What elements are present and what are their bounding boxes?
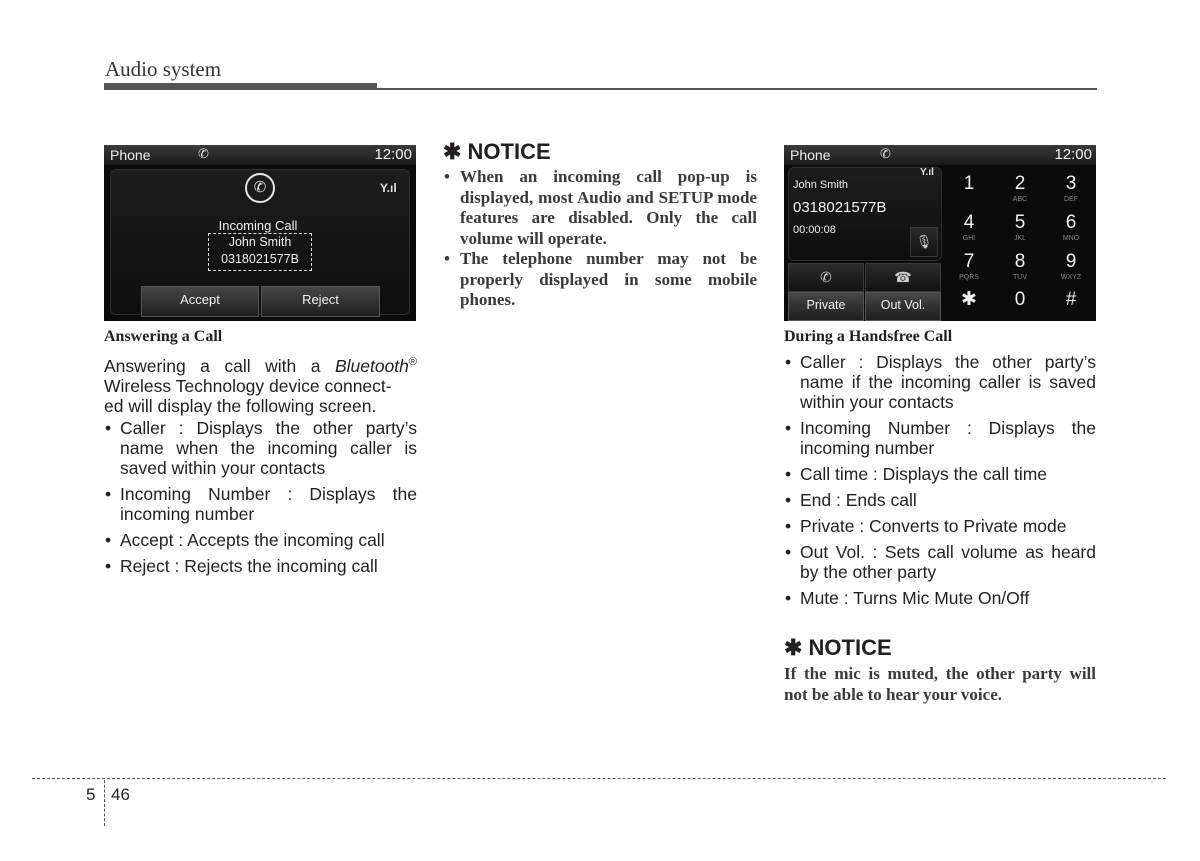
list-item: • Out Vol. : Sets call volume as heard by the other party	[784, 542, 1096, 582]
caption-handsfree: During a Handsfree Call	[784, 328, 953, 345]
footer-vertical-divider	[104, 780, 105, 826]
notice-title: ✱ NOTICE	[784, 635, 892, 660]
handsfree-bullets	[784, 352, 1096, 614]
incoming-call-screen	[104, 145, 416, 321]
list-item: • End : Ends call	[784, 490, 1096, 510]
list-item: • Mute : Turns Mic Mute On/Off	[784, 588, 1096, 608]
key-0[interactable]: 0	[1014, 289, 1026, 310]
caller-number: 0318021577B	[221, 252, 299, 266]
caller-number: 0318021577B	[793, 199, 887, 216]
handsfree-call-screen	[784, 145, 1096, 321]
list-item: • Private : Converts to Private mode	[784, 516, 1096, 536]
status-bar	[104, 145, 416, 165]
key-4[interactable]: 4 GHI	[962, 212, 976, 242]
popup-label: Incoming Call	[218, 218, 298, 233]
signal-icon: Y.ıl	[920, 167, 934, 178]
intro-text-2: Wireless Technology device connect-	[104, 375, 392, 396]
caller-box	[208, 233, 312, 271]
answering-bullets	[104, 418, 417, 582]
caller-name: John Smith	[793, 179, 849, 191]
caption-answering: Answering a Call	[104, 328, 223, 345]
reject-button[interactable]: Reject	[261, 286, 380, 317]
caller-name: John Smith	[228, 235, 292, 249]
end-call-button[interactable]	[865, 263, 941, 292]
answering-intro	[104, 352, 417, 416]
key-1[interactable]: 1	[963, 173, 975, 194]
out-vol-button[interactable]: Out Vol.	[865, 292, 941, 321]
end-call-icon: ☎	[894, 269, 912, 285]
key-9[interactable]: 9 WXYZ	[1060, 251, 1082, 281]
call-button[interactable]	[788, 263, 864, 292]
page-number: 46	[111, 785, 130, 804]
list-item: • Caller : Displays the other party’s name if the incoming caller is saved within your contacts	[784, 352, 1096, 412]
key-hash[interactable]: #	[1065, 289, 1077, 310]
intro-text-3: ed will display the following screen.	[104, 395, 377, 416]
mute-button[interactable]	[910, 227, 938, 257]
intro-text-1: Answering a call with a	[104, 355, 335, 376]
intro-brand: Bluetooth	[334, 355, 409, 376]
chapter-number: 5	[86, 785, 96, 804]
list-item: • Call time : Displays the call time	[784, 464, 1096, 484]
signal-icon: Y.ıl	[380, 181, 397, 195]
list-item: • Caller : Displays the other party’s name when the incoming caller is saved within your contacts	[104, 418, 417, 478]
section-title: Audio system	[105, 57, 222, 81]
screen-title: Phone	[110, 147, 151, 163]
mic-mute-icon: 🎙	[915, 234, 933, 249]
status-bar	[784, 145, 1096, 165]
call-time: 00:00:08	[793, 224, 836, 236]
private-button[interactable]: Private	[788, 292, 864, 321]
notice-text: If the mic is muted, the other party will not be able to hear your voice.	[784, 664, 1096, 704]
header-rule-thin	[377, 88, 1097, 90]
key-6[interactable]: 6 MNO	[1062, 212, 1080, 242]
key-star[interactable]: ✱	[961, 289, 977, 310]
accept-button[interactable]: Accept	[141, 286, 259, 317]
list-item: • Incoming Number : Displays the incoming number	[104, 484, 417, 524]
phone-icon: ✆	[198, 146, 209, 161]
footer-divider	[32, 778, 1166, 779]
key-8[interactable]: 8 TUV	[1013, 251, 1027, 281]
keypad	[944, 167, 1096, 321]
notice-title: ✱ NOTICE	[443, 139, 551, 164]
clock: 12:00	[1054, 146, 1092, 163]
notice-bullets	[443, 167, 757, 311]
list-item: • When an incoming call pop-up is displayed, most Audio and SETUP mode features are disabled. Only the call volume will operate.	[443, 167, 757, 249]
screen-title: Phone	[790, 147, 831, 163]
list-item: • Incoming Number : Displays the incoming number	[784, 418, 1096, 458]
key-3[interactable]: 3 DEF	[1064, 173, 1078, 203]
key-2[interactable]: 2 ABC	[1012, 173, 1028, 203]
key-5[interactable]: 5 JKL	[1013, 212, 1027, 242]
list-item: • Reject : Rejects the incoming call	[104, 556, 417, 576]
clock: 12:00	[374, 146, 412, 163]
key-7[interactable]: 7 PQRS	[959, 251, 979, 281]
intro-reg: ®	[408, 356, 417, 368]
list-item: • Accept : Accepts the incoming call	[104, 530, 417, 550]
handset-icon: ✆	[820, 269, 832, 285]
handset-icon: ✆	[245, 173, 275, 203]
phone-icon: ✆	[880, 146, 891, 161]
list-item: • The telephone number may not be properly displayed in some mobile phones.	[443, 249, 757, 311]
header-rule-thick	[104, 83, 377, 90]
